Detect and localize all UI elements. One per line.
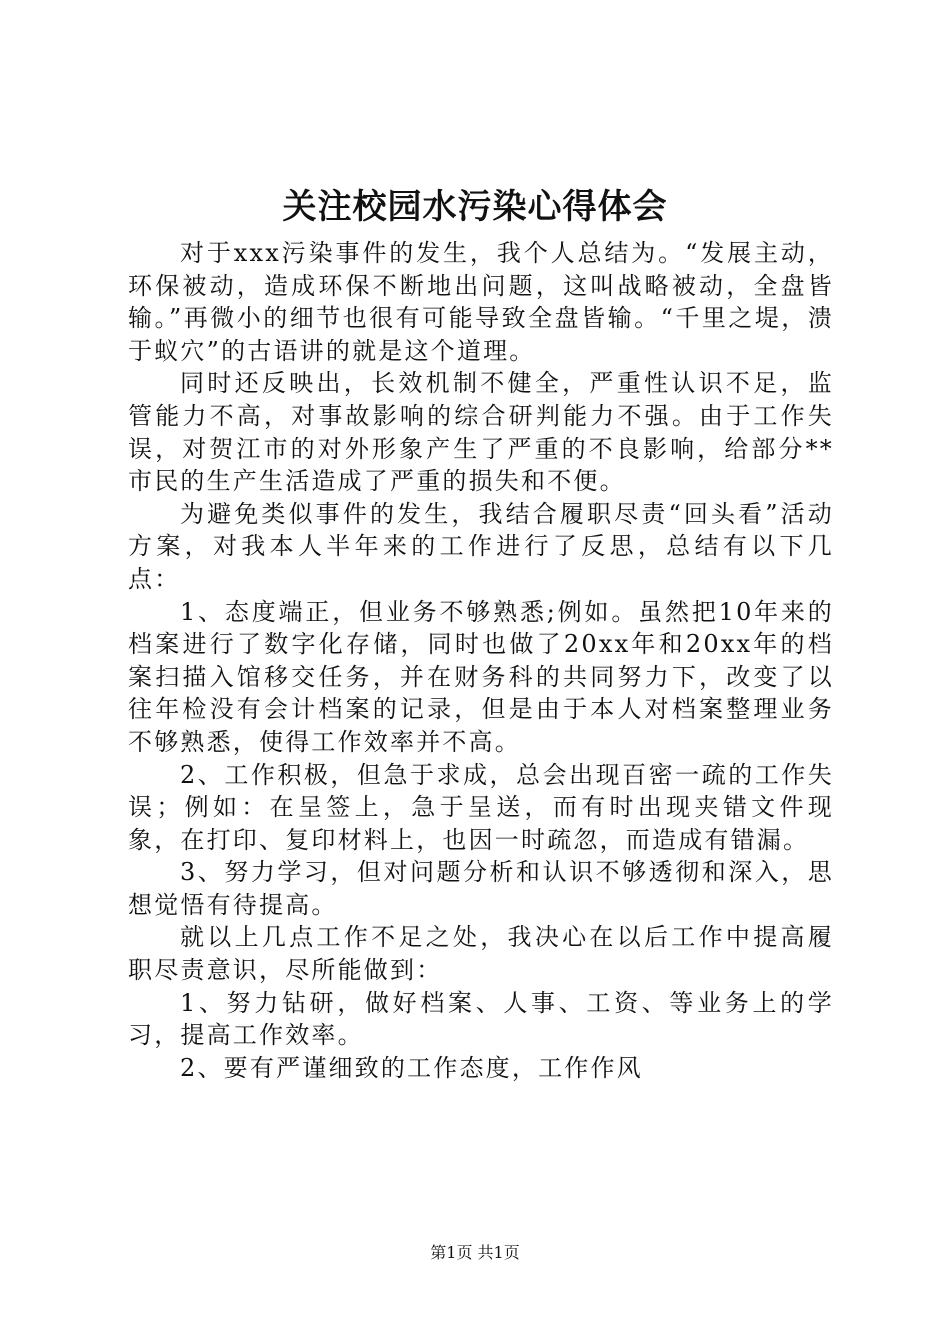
paragraph-5: 2、工作积极，但急于求成，总会出现百密一疏的工作失误；例如：在呈签上，急于呈送，而有时出现夹错文件现象，在打印、复印材料上，也因一时疏忽，而造成有错漏。 — [128, 760, 834, 854]
page-number: 第1页 — [430, 1243, 473, 1262]
paragraph-4: 1、态度端正，但业务不够熟悉;例如。虽然把10年来的档案进行了数字化存储，同时也做了20xx年和20xx年的档案扫描入馆移交任务，并在财务科的共同努力下，改变了以往年检没有会计档案的记录，但是由于本人对档案整理业务不够熟悉，使得工作效率并不高。 — [128, 597, 834, 756]
page-total: 共1页 — [477, 1243, 520, 1262]
document-body — [128, 237, 834, 1084]
paragraph-1: 对于xxx污染事件的发生，我个人总结为。“发展主动，环保被动，造成环保不断地出问题，这叫战略被动，全盘皆输。”再微小的细节也很有可能导致全盘皆输。“千里之堤，溃于蚁穴”的古语讲的就是这个道理。 — [128, 239, 834, 365]
paragraph-6: 3、努力学习，但对问题分析和认识不够透彻和深入，思想觉悟有待提高。 — [128, 858, 834, 919]
paragraph-3: 为避免类似事件的发生，我结合履职尽责“回头看”活动方案，对我本人半年来的工作进行了反思，总结有以下几点： — [128, 499, 834, 593]
document-title: 关注校园水污染心得体会 — [282, 187, 668, 227]
paragraph-2: 同时还反映出，长效机制不健全，严重性认识不足，监管能力不高，对事故影响的综合研判能力不强。由于工作失误，对贺江市的对外形象产生了严重的不良影响，给部分**市民的生产生活造成了严重的损失和不便。 — [128, 369, 834, 496]
page-footer — [0, 1242, 950, 1264]
paragraph-7: 就以上几点工作不足之处，我决心在以后工作中提高履职尽责意识，尽所能做到： — [128, 923, 834, 985]
paragraph-8: 1、努力钻研，做好档案、人事、工资、等业务上的学习，提高工作效率。 — [128, 988, 834, 1050]
paragraph-9: 2、要有严谨细致的工作态度，工作作风 — [180, 1053, 643, 1082]
